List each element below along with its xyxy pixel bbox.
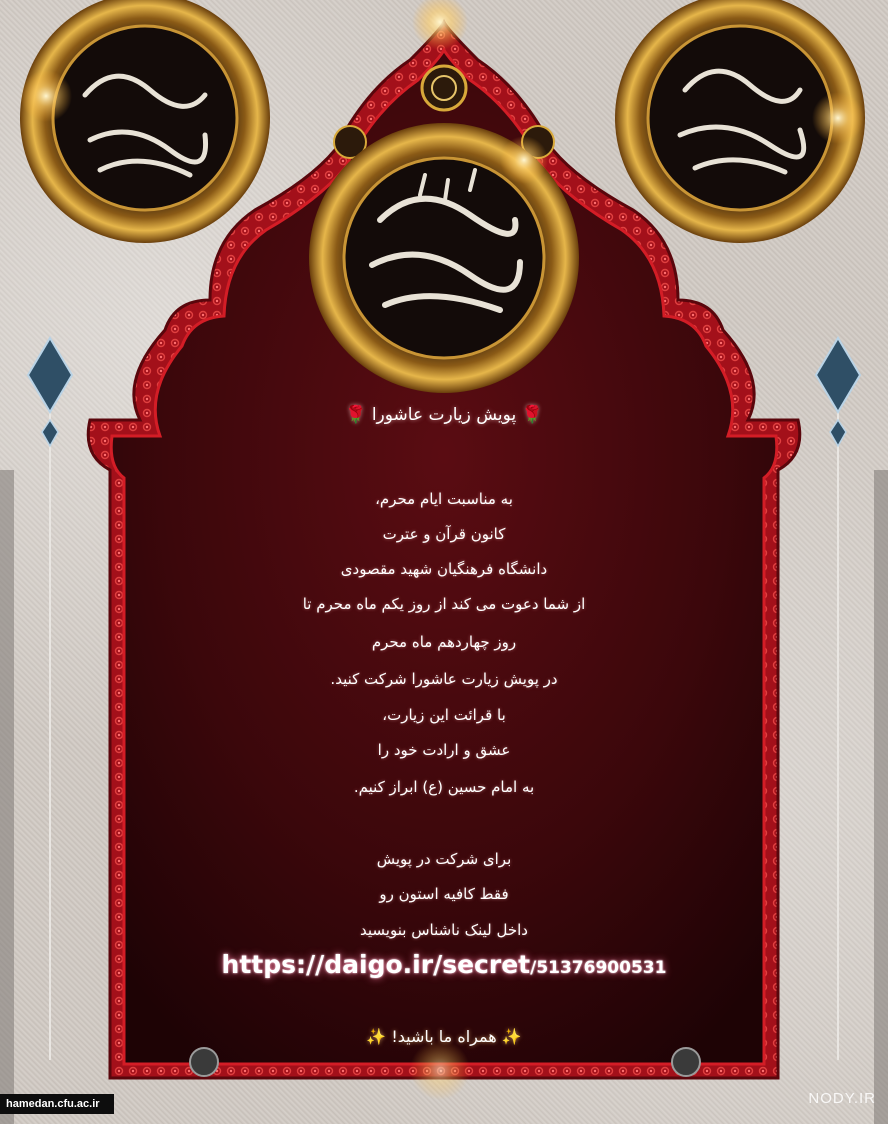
body-line: عشق و ارادت خود را <box>377 741 511 759</box>
left-hanging-ornament <box>28 338 72 1060</box>
announcement-heading <box>170 405 718 425</box>
heading-text: پویش زیارت عاشورا <box>371 405 517 425</box>
body-line: کانون قرآن و عترت <box>382 525 506 543</box>
watermark: NODY.IR <box>808 1090 876 1107</box>
body-line: از شما دعوت می کند از روز یکم ماه محرم تا <box>302 595 586 613</box>
announcement-text <box>170 395 718 1075</box>
closing-text: همراه ما باشید! <box>391 1027 497 1046</box>
rose-icon: 🌹 <box>521 405 543 425</box>
left-calligraphy-medallion-icon <box>20 0 270 243</box>
site-badge: hamedan.cfu.ac.ir <box>0 1094 114 1114</box>
closing-line <box>170 1027 718 1046</box>
body-line: به مناسبت ایام محرم، <box>375 490 513 508</box>
body-line: دانشگاه فرهنگیان شهید مقصودی <box>340 560 548 578</box>
rose-icon: 🌹 <box>345 405 367 425</box>
secret-link-code[interactable]: /51376900531 <box>530 958 667 978</box>
body-line: با قرائت این زیارت، <box>382 706 506 724</box>
instruction-line: برای شرکت در پویش <box>376 850 512 868</box>
instruction-line: فقط کافیه استون رو <box>379 885 509 903</box>
body-line: به امام حسین (ع) ابراز کنیم. <box>353 778 535 796</box>
sparkle-icon: ✨ <box>501 1027 522 1046</box>
secret-link-url[interactable]: https://daigo.ir/secret <box>221 950 531 979</box>
secret-link[interactable] <box>70 950 818 979</box>
right-hanging-ornament <box>816 338 860 1060</box>
body-line: روز چهاردهم ماه محرم <box>371 633 517 651</box>
sparkle-icon: ✨ <box>366 1027 387 1046</box>
instruction-line: داخل لینک ناشناس بنویسید <box>360 921 528 939</box>
body-line: در پویش زیارت عاشورا شرکت کنید. <box>330 670 558 688</box>
